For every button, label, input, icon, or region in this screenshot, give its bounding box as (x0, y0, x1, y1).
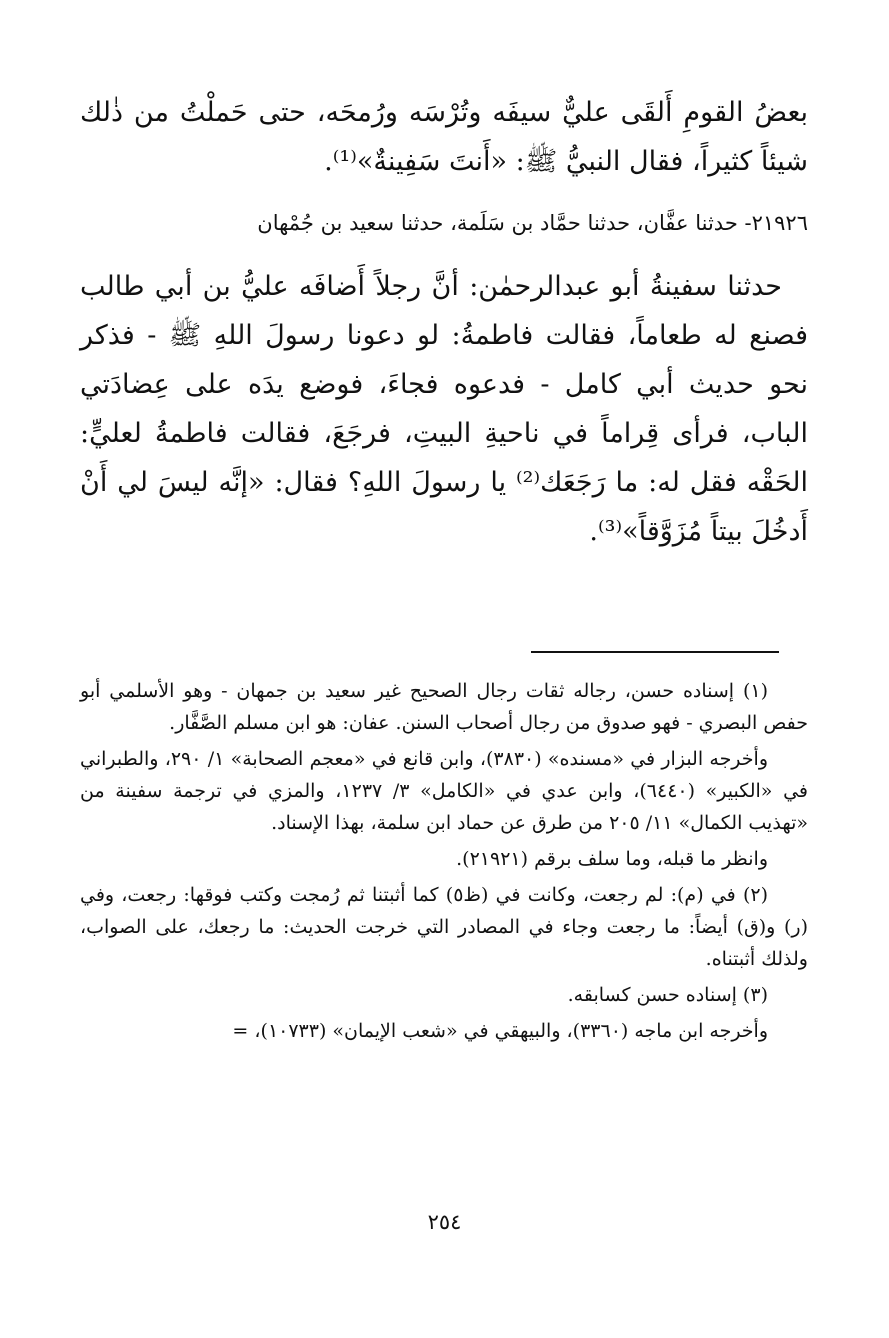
footnotes-section (80, 675, 808, 1051)
footnote-1-see-also: وانظر ما قبله، وما سلف برقم (٢١٩٢١). (456, 848, 768, 870)
footnote-1-sources: وأخرجه البزار في «مسنده» (٣٨٣٠)، وابن قانع في «معجم الصحابة» ١/ ٢٩٠، والطبراني في «الكبير» (٦٤٤٠)، وابن عدي في «الكامل» ٣/ ١٢٣٧، والمزي في ترجمة سفينة من «تهذيب الكمال» ١١/ ٢٠٥ من طرق عن حماد ابن سلمة، بهذا الإسناد. (80, 748, 808, 834)
footnote-3: (٣) إسناده حسن كسابقه. (567, 984, 768, 1006)
hadith-heading: ٢١٩٢٦- حدثنا عفَّان، حدثنا حمَّاد بن سَلَمة، حدثنا سعيد بن جُمْهان (257, 211, 808, 235)
footnote-divider (531, 651, 779, 653)
footnote-1: (١) إسناده حسن، رجاله ثقات رجال الصحيح غير سعيد بن جمهان - وهو الأسلمي أبو حفص البصري - فهو صدوق من رجال أصحاب السنن. عفان: هو ابن مسلم الصَّفَّار. (80, 680, 808, 734)
footnote-2: (٢) في (م): لم رجعت، وكانت في (ظ٥) كما أثبتنا ثم رُمجت وكتب فوقها: رجعت، وفي (ر) و(ق) أيضاً: ما رجعت وجاء في المصادر التي خرجت الحديث: ما رجعك، على الصواب، ولذلك أثبتناه. (80, 884, 808, 970)
main-text-paragraph-2: حدثنا سفينةُ أبو عبدالرحمٰن: أنَّ رجلاً أَضافَه عليُّ بن أبي طالب فصنع له طعاماً، فقالت فاطمةُ: لو دعونا رسولَ اللهِ ﷺ - فذكر نحو حديث أبي كامل - فدعوه فجاءَ، فوضع يدَه على عِضادَتي الباب، فرأى قِراماً في ناحيةِ البيتِ، فرجَعَ، فقالت فاطمةُ لعليٍّ: الحَقْه فقل له: ما رَجَعَك⁽²⁾ يا رسولَ اللهِ؟ فقال: «إنَّه ليسَ لي أَنْ أَدخُلَ بيتاً مُزَوَّقاً»⁽³⁾. (80, 271, 808, 547)
page-number: ٢٥٤ (427, 1210, 462, 1234)
footnote-3-sources: وأخرجه ابن ماجه (٣٣٦٠)، والبيهقي في «شعب الإيمان» (١٠٧٣٣)، = (232, 1020, 768, 1042)
main-text-paragraph-1: بعضُ القومِ أَلقَى عليٌّ سيفَه وتُرْسَه ورُمحَه، حتى حَملْتُ من ذٰلك شيئاً كثيراً، فقال النبيُّ ﷺ: «أَنتَ سَفِينةٌ»⁽¹⁾. (80, 97, 808, 177)
